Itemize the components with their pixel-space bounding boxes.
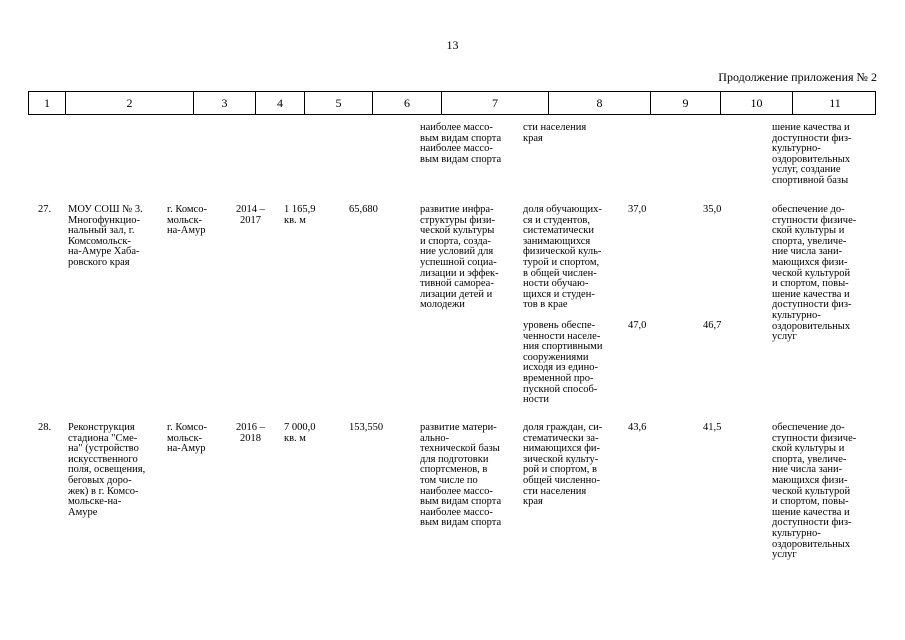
col-header-3: 3 (194, 92, 256, 114)
col-header-9: 9 (651, 92, 721, 114)
cont-row-indicator-cell: сти населения края (523, 122, 587, 144)
row28-period: 2016 – 2018 (236, 422, 265, 444)
row28-cost: 153,550 (349, 422, 384, 433)
col-header-5: 5 (305, 92, 373, 114)
cont-row-result-cell: шение качества и доступности физ- культурно- оздоровительных услуг, создание спортивной базы (772, 122, 852, 186)
row28-indicator: доля граждан, си- стематически за- нимающихся фи- зической культу- рой и спортом, в общей численно- сти населения края (523, 422, 603, 508)
row28-value10: 41,5 (703, 422, 722, 433)
row28-location: г. Комсо- мольск- на-Амур (167, 422, 207, 455)
row27-indicator-a: доля обучающих- ся и студентов, систематически занимающихся физической куль- турой и спортом, в общей числен- ности обучаю- щихся и студен- тов в крае (523, 204, 602, 311)
row28-result: обеспечение до- ступности физиче- ской культуры и спорта, увеличе- ние числа зани- мающихся физи- ческой культурой и спортом, повы- шение качества и доступности физ- культурно- оздоровительных услуг (772, 422, 857, 561)
col-header-4: 4 (256, 92, 305, 114)
col-header-6: 6 (373, 92, 442, 114)
row28-object-name: Реконструкция стадиона "Сме- на" (устройство искусственного поля, освещения, беговых доро- жек) в г. Комсо- мольске-на- Амуре (68, 422, 146, 518)
continuation-label: Продолжение приложения № 2 (718, 70, 877, 84)
row27-period: 2014 – 2017 (236, 204, 265, 226)
col-header-7: 7 (442, 92, 549, 114)
row27-location: г. Комсо- мольск- на-Амур (167, 204, 207, 237)
row27-cost: 65,680 (349, 204, 378, 215)
row28-number: 28. (38, 422, 52, 433)
row27-number: 27. (38, 204, 52, 215)
page-number: 13 (446, 38, 459, 52)
row27-capacity: 1 165,9 кв. м (284, 204, 316, 226)
row28-goal: развитие матери- ально- технической базы для подготовки спортсменов, в том числе по наиболее массо- вым видам спорта наиболее массо- вым видам спорта (420, 422, 502, 529)
row27-value10-b: 46,7 (703, 320, 722, 331)
col-header-1: 1 (29, 92, 66, 114)
row28-value9: 43,6 (628, 422, 647, 433)
row27-object-name: МОУ СОШ № 3. Многофункцио- нальный зал, г. Комсомольск- на-Амуре Хаба- ровского края (68, 204, 143, 268)
col-header-10: 10 (721, 92, 793, 114)
row28-capacity: 7 000,0 кв. м (284, 422, 316, 444)
row27-result: обеспечение до- ступности физиче- ской культуры и спорта, увеличе- ние числа зани- мающихся физи- ческой культурой и спортом, повы- шение качества и доступности физ- культурно- оздоровительных услуг (772, 204, 857, 343)
col-header-11: 11 (829, 96, 841, 110)
cont-row-goal-cell: наиболее массо- вым видам спорта наиболее массо- вым видам спорта (420, 122, 502, 165)
table-header-row (28, 91, 876, 115)
col-header-8: 8 (549, 92, 651, 114)
col-header-2: 2 (66, 92, 194, 114)
row27-value10-a: 35,0 (703, 204, 722, 215)
row27-value9-b: 47,0 (628, 320, 647, 331)
row27-goal: развитие инфра- структуры физи- ческой культуры и спорта, созда- ние условий для успешной социа- лизации и эффек- тивной самореа- лизации детей и молодежи (420, 204, 499, 311)
row27-indicator-b: уровень обеспе- ченности населе- ния спортивными сооружениями исходя из едино- временной про- пускной способ- ности (523, 320, 603, 406)
row27-value9-a: 37,0 (628, 204, 647, 215)
